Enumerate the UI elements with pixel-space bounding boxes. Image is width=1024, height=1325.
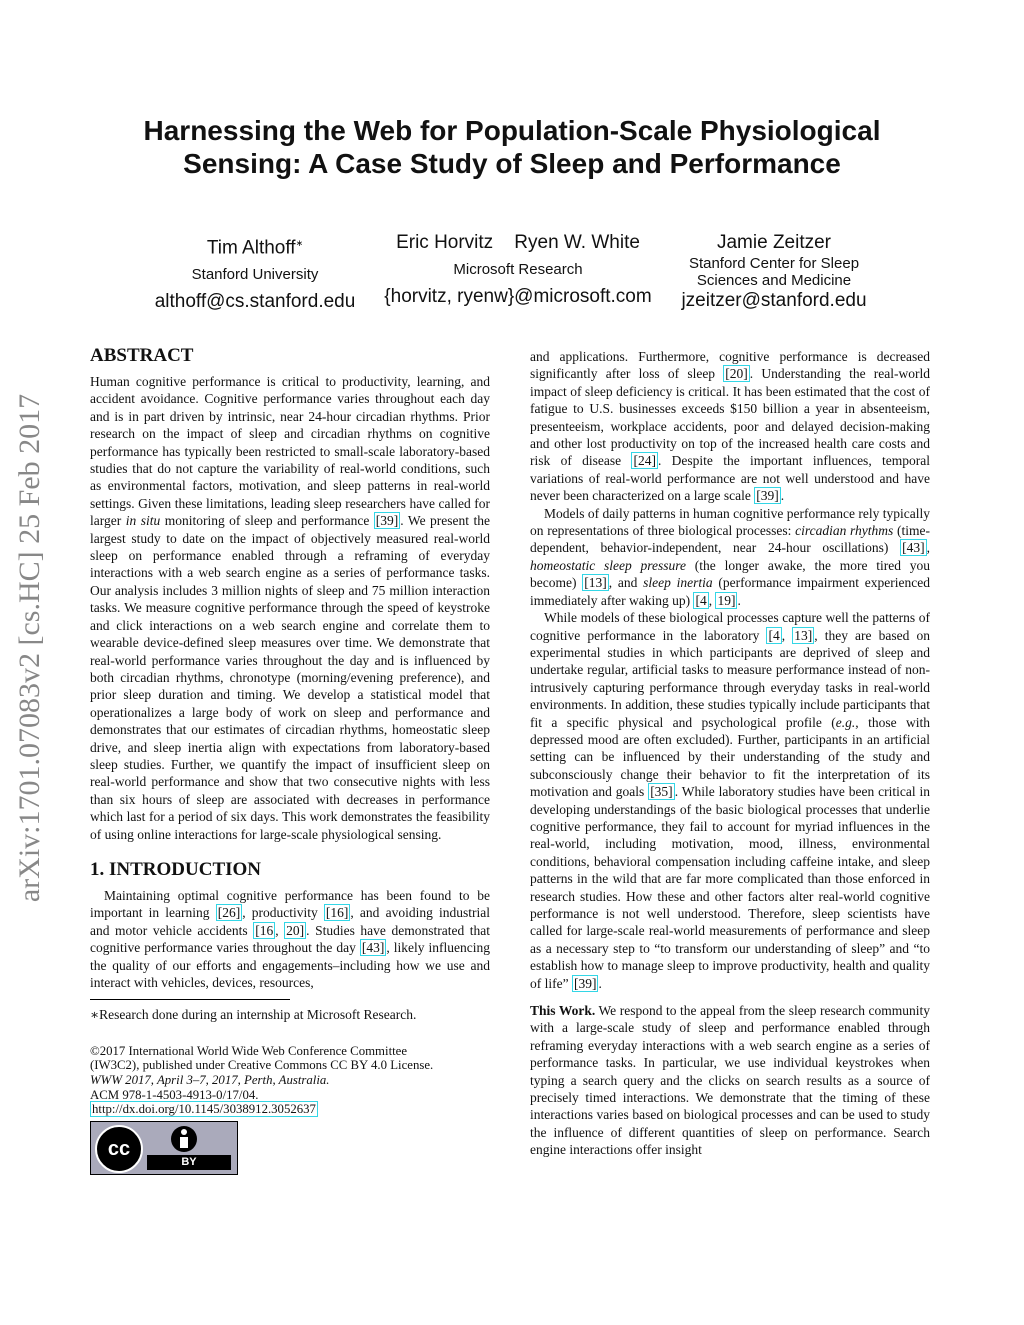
right-paragraph-3: While models of these biological processes capture well the patterns of cognitive performance in the laboratory [4 , 13] , they are based on experimental studies in which participants are deprived of sleep and undertake regular, artificial tasks to measure performance instead of non-intrusively capturing performance through everyday tasks in real-world environments. In addition, these studies typically include participants that fit a specific physical and psychological profile (e.g., those with depressed mood are often excluded). Further, participants in an artificial setting can be influenced by their understanding of the study and subconsciously change their behavior to fit the interpretation of its motivation and goals [35] . While laboratory studies have been critical in developing understandings of the basic biological processes that underlie cognitive performance, they fail to account for myriad influences in the real-world, including motivation, mood, illness, environmental conditions, behavioral compensation including caffeine intake, and sleep patterns in the wild that are far more complicated than those enforced in research studies. How these and other factors alter real-world cognitive performance is not well understood. Therefore, sleep scientists have called for large-scale real-world measurements of performance and sleep as a necessary step to “to transform our understanding of sleep” and “to establish how to manage sleep to improve productivity, health and quality of life” [39] . (530, 610, 931, 991)
cc-icon: cc (95, 1125, 143, 1173)
introduction-heading: 1. INTRODUCTION (90, 858, 262, 880)
title-line-2: Sensing: A Case Study of Sleep and Performance (183, 148, 841, 179)
citation-link[interactable]: [43] (902, 540, 925, 556)
author-email: jzeitzer@stanford.edu (681, 290, 867, 311)
author-footnote-mark: ∗ (295, 238, 304, 248)
author-name: Jamie Zeitzer (716, 232, 832, 253)
doi-link[interactable]: http://dx.doi.org/10.1145/3038912.3052637 (92, 1102, 316, 1117)
by-label: BY (147, 1155, 231, 1170)
author-name: Tim Althoff (206, 237, 296, 259)
citation-link[interactable]: [4 (768, 627, 780, 643)
citation-link[interactable]: [16 (255, 922, 274, 938)
citation-link[interactable]: [39] (756, 488, 779, 504)
cc-by-license-badge (90, 1121, 238, 1175)
author-affiliation: Microsoft Research (453, 261, 583, 278)
arxiv-identifier: arXiv:1701.07083v2 [cs.HC] 25 Feb 2017 (13, 393, 46, 903)
author-block-horvitz-white (368, 232, 668, 308)
citation-link[interactable]: [39] (573, 975, 597, 991)
title-line-1: Harnessing the Web for Population-Scale Physiological (143, 115, 881, 146)
citation-link[interactable]: [26] (217, 905, 241, 921)
paper-title (0, 114, 1024, 180)
citation-link[interactable]: 13] (794, 627, 813, 643)
person-icon (171, 1126, 197, 1152)
right-column (530, 348, 930, 1159)
author-name: Eric Horvitz Ryen W. White (396, 232, 640, 253)
footnote: ∗Research done during an internship at Microsoft Research. (90, 1007, 417, 1023)
citation-link[interactable]: 19] (717, 592, 736, 608)
abstract-text: Human cognitive performance is critical to productivity, learning, and accident avoidance. Cognitive performance varies throughout each day and is in part driven by intrinsic, near 24-hour circadian rhythms. Prior research on the impact of sleep and circadian rhythms on cognitive performance has typically been restricted to small-scale laboratory-based studies that do not capture the variability of real-world conditions, such as environmental factors, motivation, and sleep patterns in real-world settings. Given these limitations, leading sleep researchers have called for larger in situ monitoring of sleep and performance [39] . We present the largest study to date on the impact of objectively measured real-world sleep on performance enabled through a reframing of everyday interactions with a web search engine as a series of performance tasks. Our analysis includes 3 million nights of sleep and 75 million interaction tasks. We measure cognitive performance through the speed of keystroke and click interactions on a web search engine and correlate them to wearable device-defined sleep measures over time. We demonstrate that real-world performance varies throughout the day and is influenced by both circadian rhythms, chronotype (morning/evening preference), and prior sleep duration and timing. We develop a statistical model that operationalizes a large body of work on sleep and performance and demonstrates that our estimates of circadian rhythms, homeostatic sleep drive, and sleep inertia align with expectations from laboratory-based sleep studies. Further, we quantify the impact of insufficient sleep on real-world performance and show that two consecutive nights with less than six hours of sleep are associated with decreases in performance which last for a period of six days. This work demonstrates the feasibility of using online interactions for large-scale physiological sensing. (90, 374, 491, 842)
citation-link[interactable]: [39] (375, 513, 399, 529)
footnote-rule (90, 999, 290, 1000)
abstract-heading: ABSTRACT (90, 345, 194, 366)
author-email: {horvitz, ryenw}@microsoft.com (384, 286, 652, 307)
intro-paragraph: Maintaining optimal cognitive performance has been found to be important in learning [26] , productivity [16] , and avoiding industrial and motor vehicle accidents [16 , 20] . Studies have demonstrated that cognitive performance varies throughout the day [43] , likely influencing the quality of our efforts and engagements–including how we use and interact with vehicles, devices, resources, (90, 887, 490, 990)
right-paragraph-2: Models of daily patterns in human cognitive performance rely typically on representations of three biological processes: circadian rhythms (time-dependent, behavior-independent, near 24-hour oscillations) [43] , homeostatic sleep pressure (the longer awake, the more tired you become) [13] , and sleep inertia (performance impairment experienced immediately after waking up) [4 , 19] . (530, 505, 930, 608)
citation-link[interactable]: [24] (633, 453, 656, 469)
citation-link[interactable]: [13] (584, 575, 607, 591)
right-paragraph-this-work: This Work. We respond to the appeal from the sleep research community with a large-scale study of sleep and performance enabled through reframing everyday interactions with a web search engine as a series of performance tasks. In particular, we use individual keystrokes when typing a search query and the clicks on search results as a source of precisely timed interactions. We demonstrate that the timing of these interactions varies based on biological processes and can be used to study the influence of different quantities of sleep on performance. Search engine interactions offer insight (530, 1003, 930, 1158)
author-email: althoff@cs.stanford.edu (154, 291, 356, 313)
author-affiliation: Stanford University (191, 266, 319, 284)
author-block-althoff (130, 232, 380, 313)
citation-link[interactable]: [4 (695, 592, 707, 608)
left-column (90, 345, 490, 1175)
author-block-zeitzer (660, 232, 888, 312)
author-affiliation-line-1: Stanford Center for Sleep (688, 255, 860, 272)
right-paragraph-1: and applications. Furthermore, cognitive performance is decreased significantly after loss of sleep [20] . Understanding the real-world impact of sleep deficiency is critical. It has been estimated that the cost of fatigue to U.S. businesses exceeds $150 billion a year in absenteeism, presenteeism, workplace accidents, poor and delayed decision-making and other lost productivity on top of the increased health care costs and risk of disease [24] . Despite the important influences, temporal variations of real-world performance are not well understood and have never been characterized on a large scale [39] . (530, 349, 930, 504)
citation-link[interactable]: [35] (650, 784, 673, 800)
copyright-block: ©2017 International World Wide Web Conference Committee (IW3C2), published under Creative Commons CC BY 4.0 License. WWW 2017, April 3–7, 2017, Perth, Australia. ACM 978-1-4503-4913-0/17/04. http://dx.doi.org/10.1145/3038912.3052637 (90, 1043, 434, 1117)
citation-link[interactable]: [43] (361, 940, 385, 956)
author-affiliation-line-2: Sciences and Medicine (696, 272, 852, 289)
citation-link[interactable]: [20] (725, 366, 748, 382)
citation-link[interactable]: 20] (286, 922, 305, 938)
citation-link[interactable]: [16] (325, 905, 349, 921)
